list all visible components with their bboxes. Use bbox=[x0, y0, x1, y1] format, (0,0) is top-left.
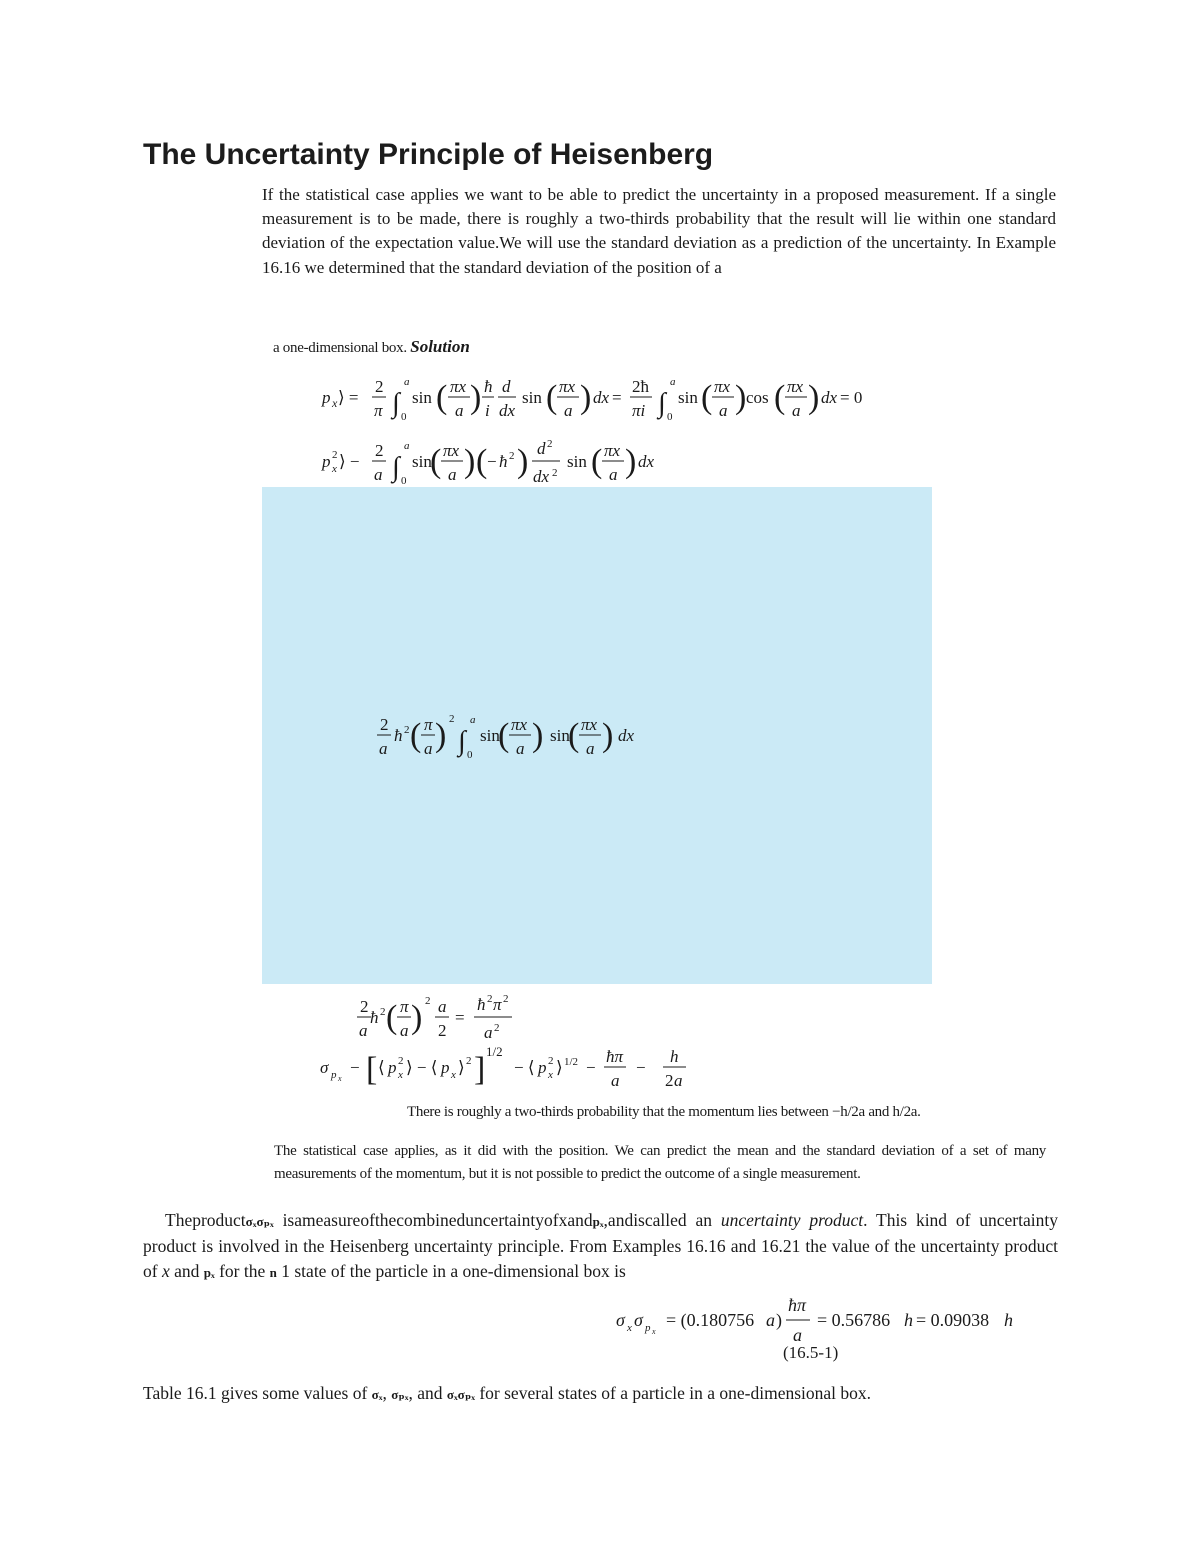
solution-lead bbox=[273, 337, 470, 357]
sigma-px-symbol: σₚₓ bbox=[391, 1387, 409, 1402]
svg-text:2: 2 bbox=[398, 1055, 404, 1067]
svg-text:a: a bbox=[793, 1325, 802, 1345]
svg-text:2: 2 bbox=[332, 449, 338, 461]
svg-text:a: a bbox=[400, 1021, 409, 1040]
svg-text:x: x bbox=[332, 396, 338, 410]
intro-paragraph: If the statistical case applies we want to be able to predict the uncertainty in a proposed measurement. If a single measurement is to be made, there is roughly a two-thirds probability that the result will lie within one standard deviation of the expectation value.We will use the standard deviation as a prediction of the uncertainty. In Example 16.16 we determined that the standard deviation of the position of a bbox=[262, 185, 1056, 277]
sigma-product-symbol: σₓσₚₓ bbox=[245, 1214, 274, 1229]
table-text-2: for several states of a particle in a one-dimensional box. bbox=[474, 1383, 872, 1403]
svg-text:a: a bbox=[379, 739, 388, 758]
x-variable: x bbox=[161, 1261, 170, 1281]
svg-text:a: a bbox=[766, 1310, 775, 1330]
svg-text:∫: ∫ bbox=[392, 452, 400, 483]
svg-text:): ) bbox=[808, 379, 820, 416]
svg-text:p: p bbox=[322, 388, 331, 407]
svg-text:[: [ bbox=[366, 1051, 378, 1088]
svg-text:π: π bbox=[493, 995, 502, 1014]
svg-text:−: − bbox=[636, 1058, 646, 1077]
svg-text:sin: sin bbox=[550, 726, 570, 745]
svg-text:2: 2 bbox=[375, 441, 384, 460]
svg-text:a: a bbox=[404, 376, 410, 388]
svg-text:): ) bbox=[464, 443, 476, 480]
svg-text:sin: sin bbox=[678, 388, 698, 407]
svg-text:d: d bbox=[537, 439, 546, 458]
svg-text:ħπ: ħπ bbox=[788, 1295, 807, 1315]
svg-text:(: ( bbox=[386, 999, 398, 1036]
svg-text:πx: πx bbox=[714, 377, 731, 396]
svg-text:): ) bbox=[735, 379, 747, 416]
svg-text:a: a bbox=[564, 401, 573, 420]
svg-text:]: ] bbox=[474, 1051, 486, 1088]
svg-text:ħ: ħ bbox=[499, 452, 508, 471]
svg-text:x: x bbox=[451, 1069, 456, 1081]
svg-text:(: ( bbox=[568, 717, 580, 754]
svg-text:0: 0 bbox=[401, 411, 407, 423]
statistical-paragraph: The statistical case applies, as it did with the position. We can predict the mean and the standard deviation of a set of many measurements of the momentum, but it is not possible to predict the outcome of a single measurement. bbox=[274, 1143, 1046, 1182]
svg-text:d: d bbox=[502, 377, 511, 396]
svg-text:2ħ: 2ħ bbox=[632, 377, 649, 396]
svg-text:−: − bbox=[487, 452, 497, 471]
svg-text:2: 2 bbox=[449, 713, 455, 725]
svg-text:): ) bbox=[517, 443, 529, 480]
svg-text:⟩: ⟩ bbox=[556, 1058, 563, 1077]
svg-text:(: ( bbox=[430, 443, 442, 480]
svg-text:ħ: ħ bbox=[484, 377, 493, 396]
solution-label: Solution bbox=[410, 337, 470, 356]
svg-text:2: 2 bbox=[487, 993, 493, 1005]
svg-text:σ: σ bbox=[616, 1310, 625, 1330]
svg-text:p: p bbox=[645, 1322, 651, 1334]
svg-text:a: a bbox=[719, 401, 728, 420]
svg-text:a: a bbox=[438, 997, 447, 1016]
svg-text:1/2: 1/2 bbox=[564, 1056, 579, 1068]
svg-text:a: a bbox=[404, 440, 410, 452]
svg-text:ħ: ħ bbox=[477, 995, 486, 1014]
svg-text:2: 2 bbox=[503, 993, 509, 1005]
svg-text:a: a bbox=[484, 1023, 493, 1042]
svg-text:σ: σ bbox=[320, 1058, 329, 1077]
svg-text:1/2: 1/2 bbox=[486, 1044, 503, 1059]
equation-mean-momentum bbox=[318, 370, 878, 428]
product-text-2: isameasureofthecombineduncertaintyofxand bbox=[273, 1210, 593, 1230]
svg-text:= 0.09038: = 0.09038 bbox=[916, 1310, 990, 1330]
svg-text:⟩ −: ⟩ − bbox=[339, 452, 360, 471]
svg-text:a: a bbox=[670, 376, 676, 388]
svg-text:i: i bbox=[485, 401, 490, 420]
svg-text:ħ: ħ bbox=[394, 726, 403, 745]
svg-text:0: 0 bbox=[401, 475, 407, 487]
svg-text:σ: σ bbox=[634, 1310, 643, 1330]
svg-text:2: 2 bbox=[425, 995, 431, 1007]
svg-text:(: ( bbox=[701, 379, 713, 416]
equation-mean-momentum-squared-mid bbox=[372, 708, 652, 766]
svg-text:sin: sin bbox=[480, 726, 500, 745]
px-symbol: pₓ bbox=[592, 1214, 604, 1229]
equation-uncertainty-product bbox=[612, 1293, 1032, 1349]
table-sep-2: , and bbox=[408, 1383, 447, 1403]
svg-text:π: π bbox=[400, 997, 409, 1016]
svg-text:h: h bbox=[670, 1047, 679, 1066]
svg-text:dx: dx bbox=[593, 388, 610, 407]
svg-text:2: 2 bbox=[380, 1006, 386, 1018]
product-text-6: for the bbox=[214, 1261, 270, 1281]
svg-text:dx: dx bbox=[638, 452, 655, 471]
product-text-7: 1 state of the particle in a one-dimensional box is bbox=[276, 1261, 626, 1281]
svg-text:πx: πx bbox=[604, 441, 621, 460]
svg-text:=: = bbox=[612, 388, 622, 407]
svg-text:2: 2 bbox=[494, 1022, 500, 1034]
svg-text:ħπ: ħπ bbox=[606, 1047, 624, 1066]
svg-text:πx: πx bbox=[787, 377, 804, 396]
svg-text:πx: πx bbox=[450, 377, 467, 396]
svg-text:): ) bbox=[625, 443, 637, 480]
svg-text:= (0.180756: = (0.180756 bbox=[666, 1310, 755, 1330]
svg-text:sin: sin bbox=[567, 452, 587, 471]
svg-text:πx: πx bbox=[559, 377, 576, 396]
n-symbol: n bbox=[269, 1265, 277, 1280]
svg-text:): ) bbox=[470, 379, 482, 416]
page-title: The Uncertainty Principle of Heisenberg bbox=[143, 138, 714, 171]
svg-text:πx: πx bbox=[511, 715, 528, 734]
svg-text:): ) bbox=[411, 999, 423, 1036]
svg-text:2: 2 bbox=[466, 1055, 472, 1067]
svg-text:⟩: ⟩ bbox=[458, 1058, 465, 1077]
svg-text:⟨: ⟨ bbox=[378, 1058, 385, 1077]
equation-sigma-p bbox=[318, 1040, 698, 1092]
svg-text:x: x bbox=[338, 1074, 342, 1083]
svg-text:): ) bbox=[435, 717, 447, 754]
svg-text:= 0.56786: = 0.56786 bbox=[817, 1310, 891, 1330]
svg-text:a: a bbox=[470, 714, 476, 726]
svg-text:a: a bbox=[448, 465, 457, 484]
svg-text:a: a bbox=[586, 739, 595, 758]
svg-text:2: 2 bbox=[509, 450, 515, 462]
svg-text:π: π bbox=[424, 715, 433, 734]
svg-text:a: a bbox=[374, 465, 383, 484]
svg-text:p: p bbox=[538, 1058, 547, 1077]
svg-text:x: x bbox=[627, 1322, 632, 1334]
svg-text:a: a bbox=[424, 739, 433, 758]
svg-text:0: 0 bbox=[467, 749, 473, 761]
table-sep-1: , bbox=[382, 1383, 392, 1403]
svg-text:2: 2 bbox=[404, 724, 410, 736]
svg-text:(: ( bbox=[498, 717, 510, 754]
svg-text:−: − bbox=[350, 1058, 360, 1077]
product-text-5: and bbox=[169, 1261, 204, 1281]
svg-text:x: x bbox=[652, 1327, 656, 1336]
table-text-1: Table 16.1 gives some values of bbox=[143, 1383, 372, 1403]
svg-text:dx: dx bbox=[499, 401, 516, 420]
svg-text:sin: sin bbox=[522, 388, 542, 407]
svg-text:dx: dx bbox=[618, 726, 635, 745]
svg-text:ħ: ħ bbox=[370, 1008, 379, 1027]
solution-lead-text: a one-dimensional box. bbox=[273, 340, 407, 356]
svg-text:2: 2 bbox=[360, 997, 369, 1016]
svg-text:2: 2 bbox=[375, 377, 384, 396]
product-text-4: . This kind of uncertainty product is involved in the Heisenberg uncertainty principle. From Examples 16.16 and 16.21 the value of the uncertainty product of bbox=[143, 1210, 1058, 1281]
svg-text:a: a bbox=[674, 1071, 683, 1090]
product-paragraph bbox=[143, 1208, 1058, 1285]
svg-text:πx: πx bbox=[581, 715, 598, 734]
product-text-3: ,andiscalled an bbox=[603, 1210, 721, 1230]
svg-text:π: π bbox=[374, 401, 383, 420]
uncertainty-product-term: uncertainty product bbox=[720, 1210, 864, 1230]
svg-text:x: x bbox=[548, 1069, 553, 1081]
svg-text:πi: πi bbox=[632, 401, 646, 420]
probability-note: There is roughly a two-thirds probability that the momentum lies between −h/2a and h/2a. bbox=[407, 1104, 921, 1120]
svg-text:(: ( bbox=[410, 717, 422, 754]
equation-number: (16.5-1) bbox=[783, 1343, 839, 1362]
svg-text:): ) bbox=[776, 1310, 782, 1330]
svg-text:2: 2 bbox=[438, 1021, 447, 1040]
svg-text:=: = bbox=[455, 1008, 465, 1027]
equation-mean-momentum-squared bbox=[318, 434, 678, 490]
svg-text:sin: sin bbox=[412, 452, 432, 471]
svg-text:a: a bbox=[516, 739, 525, 758]
table-paragraph bbox=[143, 1383, 871, 1404]
svg-text:(: ( bbox=[436, 379, 448, 416]
svg-text:): ) bbox=[580, 379, 592, 416]
svg-text:p: p bbox=[388, 1058, 397, 1077]
px-symbol-2: pₓ bbox=[203, 1265, 215, 1280]
svg-text:p: p bbox=[322, 452, 331, 471]
svg-text:= 0: = 0 bbox=[840, 388, 863, 407]
product-text-1: Theproduct bbox=[165, 1210, 246, 1230]
svg-text:⟩ =: ⟩ = bbox=[338, 388, 359, 407]
svg-text:(: ( bbox=[476, 443, 488, 480]
svg-text:dx: dx bbox=[821, 388, 838, 407]
svg-text:dx: dx bbox=[533, 467, 550, 486]
svg-text:p: p bbox=[441, 1058, 450, 1077]
svg-text:0: 0 bbox=[667, 411, 673, 423]
svg-text:a: a bbox=[792, 401, 801, 420]
svg-text:x: x bbox=[398, 1069, 403, 1081]
svg-text:− ⟨: − ⟨ bbox=[514, 1058, 535, 1077]
svg-text:h: h bbox=[1004, 1310, 1013, 1330]
svg-text:x: x bbox=[332, 463, 337, 475]
sigma-x-symbol: σₓ bbox=[371, 1387, 383, 1402]
svg-text:πx: πx bbox=[443, 441, 460, 460]
svg-text:2: 2 bbox=[665, 1071, 674, 1090]
svg-text:h: h bbox=[904, 1310, 913, 1330]
svg-text:⟩ − ⟨: ⟩ − ⟨ bbox=[406, 1058, 438, 1077]
svg-text:a: a bbox=[609, 465, 618, 484]
svg-text:(: ( bbox=[546, 379, 558, 416]
svg-text:2: 2 bbox=[548, 1055, 554, 1067]
svg-text:p: p bbox=[331, 1069, 337, 1081]
svg-text:a: a bbox=[611, 1071, 620, 1090]
svg-text:(: ( bbox=[591, 443, 603, 480]
svg-text:): ) bbox=[602, 717, 614, 754]
svg-text:(: ( bbox=[774, 379, 786, 416]
svg-text:−: − bbox=[586, 1058, 596, 1077]
svg-text:2: 2 bbox=[380, 715, 389, 734]
svg-text:2: 2 bbox=[552, 467, 558, 479]
svg-text:sin: sin bbox=[412, 388, 432, 407]
svg-text:a: a bbox=[359, 1021, 368, 1040]
svg-text:): ) bbox=[532, 717, 544, 754]
svg-text:2: 2 bbox=[547, 438, 553, 450]
svg-text:∫: ∫ bbox=[392, 388, 400, 419]
svg-text:∫: ∫ bbox=[458, 726, 466, 757]
svg-text:cos: cos bbox=[746, 388, 769, 407]
sigma-x-sigma-px-symbol: σₓσₚₓ bbox=[446, 1387, 475, 1402]
svg-text:∫: ∫ bbox=[658, 388, 666, 419]
svg-text:a: a bbox=[455, 401, 464, 420]
